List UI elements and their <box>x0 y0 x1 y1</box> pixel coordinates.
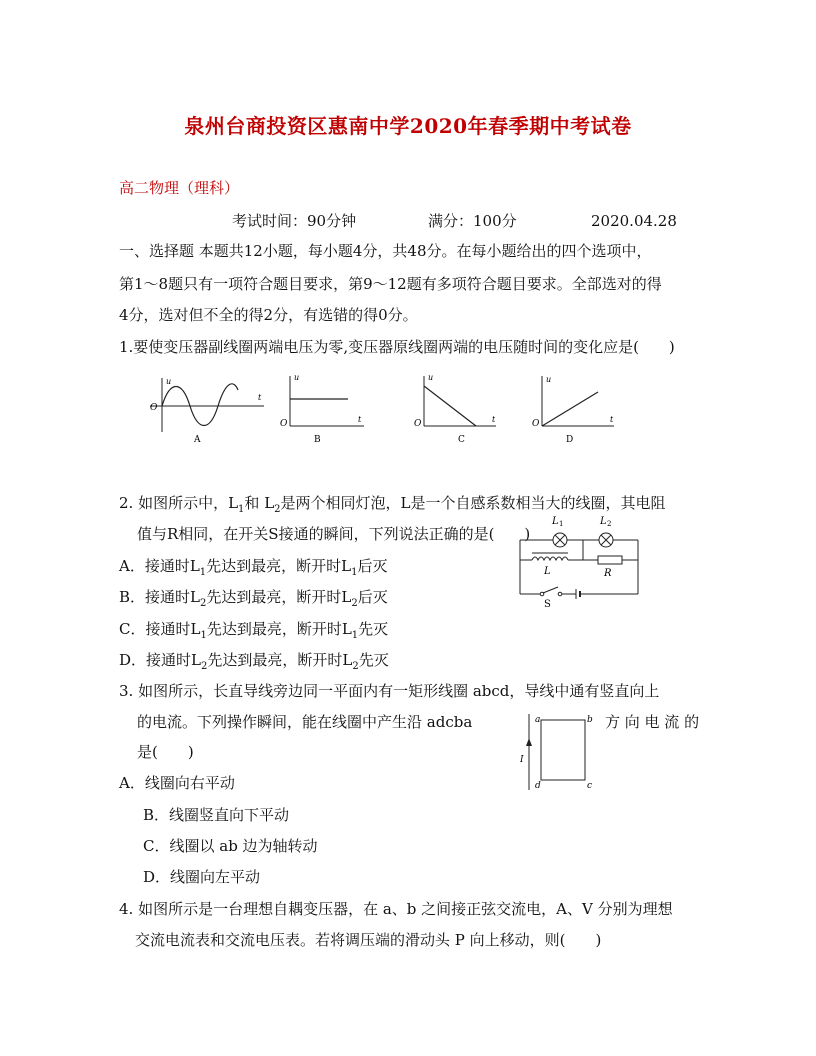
q1-graph-c-origin: O <box>414 419 422 429</box>
q2-circuit-diagram <box>514 510 644 608</box>
exam-score: 满分：100分 <box>428 212 517 230</box>
q2-stem-line2: 值与R相同，在开关S接通的瞬间，下列说法正确的是( ) <box>137 525 531 543</box>
q1-graph-b-label: B <box>314 435 321 445</box>
q1-graph-d <box>532 375 614 445</box>
q3-stem-line2b: 方 向 电 流 的 <box>605 713 700 731</box>
q1-graph-d-label: D <box>566 435 574 445</box>
q1-graph-b <box>280 373 364 445</box>
q1-graph-c-yaxis: u <box>428 373 434 382</box>
resistor-icon <box>598 556 622 564</box>
svg-text:a: a <box>535 715 541 725</box>
q1-graph-c-xaxis: t <box>492 415 496 424</box>
q3-option-d: D．线圈向左平动 <box>143 868 261 886</box>
q3-coil-diagram <box>518 710 600 794</box>
rectangular-coil <box>541 720 585 780</box>
q1-graphs <box>140 370 640 450</box>
page-title: 泉州台商投资区惠南中学2020年春季期中考试卷 <box>184 114 632 138</box>
svg-text:1: 1 <box>559 520 564 528</box>
label-l2: L <box>600 516 607 527</box>
svg-text:d: d <box>535 781 541 791</box>
q4-stem-line2: 交流电流表和交流电压表。若将调压端的滑动头 P 向上移动，则( ) <box>135 931 602 949</box>
exam-time: 考试时间：90分钟 <box>232 212 357 230</box>
q2-option-a: A．接通时$L_1$先达到最亮，断开时$L_1$后灭 <box>119 557 388 578</box>
q2-option-d: D．接通时$L_2$先达到最亮，断开时$L_2$先灭 <box>119 651 389 672</box>
section-instructions-line1: 一、选择题 本题共12小题，每小题4分，共48分。在每小题给出的四个选项中， <box>119 242 652 260</box>
svg-text:c: c <box>587 781 593 791</box>
q1-graph-d-xaxis: t <box>610 415 614 424</box>
q1-graph-a-yaxis: u <box>166 377 172 386</box>
label-current: I <box>520 755 524 765</box>
label-switch: S <box>544 599 551 608</box>
q3-stem-line2a: 的电流。下列操作瞬间，能在线圈中产生沿 adcba <box>137 713 473 731</box>
q1-graph-d-origin: O <box>532 419 540 429</box>
section-instructions-line3: 4分，选对但不全的得2分，有选错的得0分。 <box>119 306 418 324</box>
q2-option-c: C．接通时$L_1$先达到最亮，断开时$L_1$先灭 <box>119 620 389 641</box>
q1-graph-a <box>150 377 264 445</box>
q1-graph-c-label: C <box>458 435 465 445</box>
switch-icon <box>543 587 558 593</box>
q1-graph-a-xaxis: t <box>258 393 262 402</box>
q1-stem: 1.要使变压器副线圈两端电压为零,变压器原线圈两端的电压随时间的变化应是( ) <box>119 338 675 356</box>
q4-stem-line1: 4. 如图所示是一台理想自耦变压器，在 a、b 之间接正弦交流电，A、V 分别为理想 <box>119 900 673 918</box>
svg-text:b: b <box>587 715 593 725</box>
q1-graph-a-label: A <box>194 435 201 445</box>
label-inductor: L <box>544 566 551 577</box>
section-instructions-line2: 第1～8题只有一项符合题目要求，第9～12题有多项符合题目要求。全部选对的得 <box>119 275 662 293</box>
q3-stem-line1: 3. 如图所示，长直导线旁边同一平面内有一矩形线圈 abcd，导线中通有竖直向上 <box>119 682 660 700</box>
q3-option-b: B．线圈竖直向下平动 <box>143 806 290 824</box>
q3-option-a: A．线圈向右平动 <box>119 774 235 792</box>
label-l1: L <box>552 516 559 527</box>
q1-graph-c <box>414 373 496 445</box>
q2-stem-line1: 2. 如图所示中，$L_1$和 $L_2$是两个相同灯泡，L是一个自感系数相当大的线圈，其电阻 <box>119 494 666 515</box>
q1-graph-b-yaxis: u <box>294 373 300 382</box>
exam-date: 2020.04.28 <box>591 212 677 230</box>
subject-label: 高二物理（理科） <box>119 179 240 197</box>
svg-text:2: 2 <box>607 520 612 528</box>
q2-option-b: B．接通时$L_2$先达到最亮，断开时$L_2$后灭 <box>119 588 388 609</box>
label-resistor: R <box>604 568 612 579</box>
q1-graph-b-origin: O <box>280 419 288 429</box>
q1-graph-a-origin: O <box>150 403 158 413</box>
q3-stem-line3: 是( ) <box>137 743 194 761</box>
q1-graph-d-yaxis: u <box>546 375 552 384</box>
q3-option-c: C．线圈以 ab 边为轴转动 <box>143 837 318 855</box>
q1-graph-b-xaxis: t <box>358 415 362 424</box>
